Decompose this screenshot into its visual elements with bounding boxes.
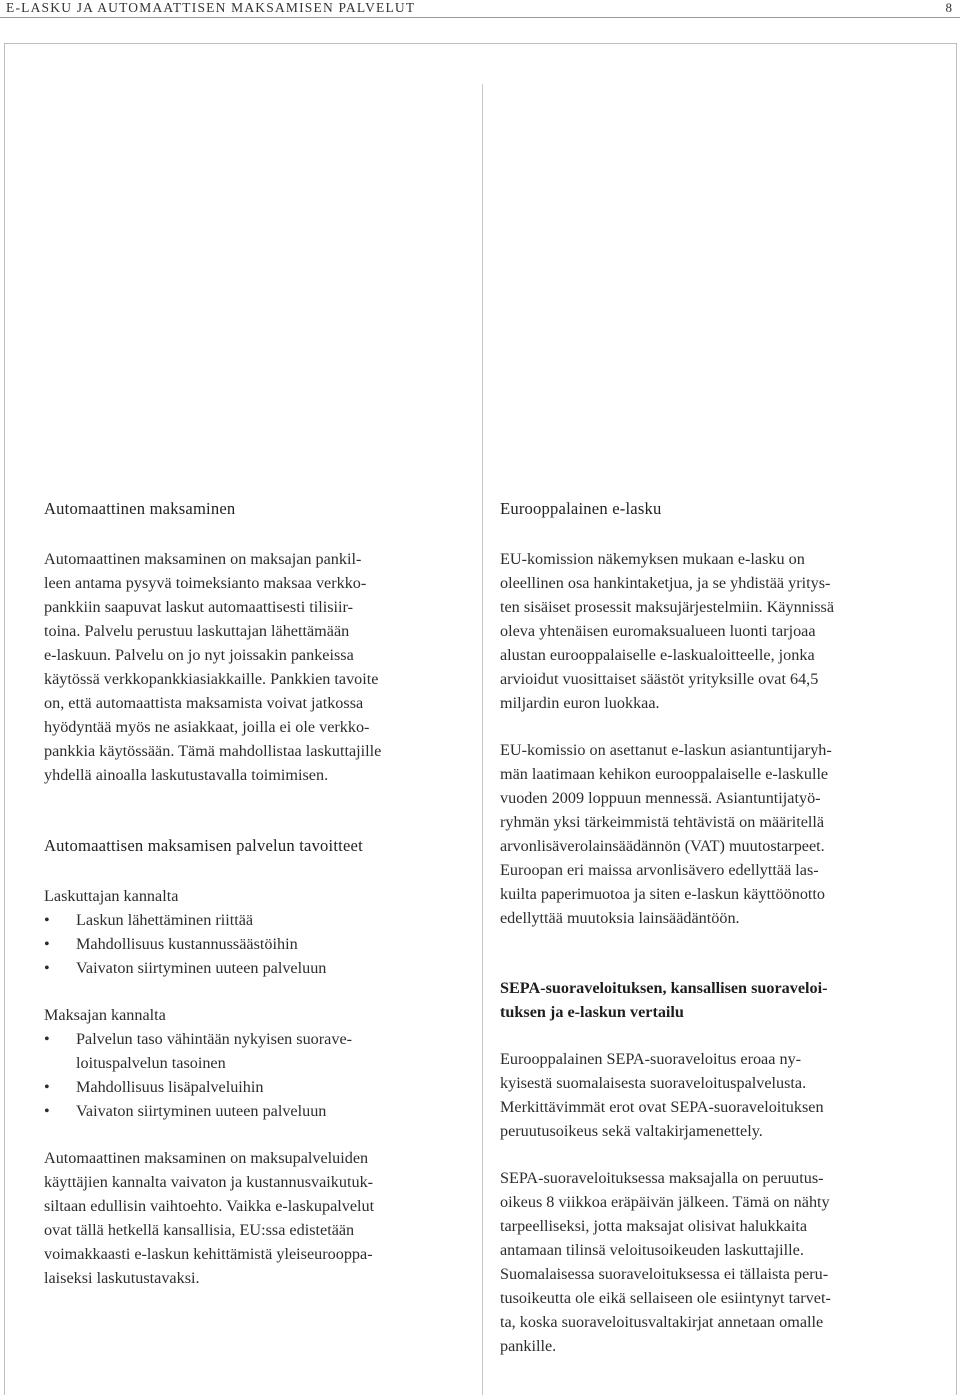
paragraph-automatic-payment [44, 547, 464, 787]
text-line: yhdellä ainoalla laskutustavalla toimimisen. [44, 766, 329, 784]
list-item [44, 908, 464, 932]
text-line: män laatimaan kehikon eurooppalaiselle e-laskulle [500, 765, 829, 783]
text-line: vuoden 2009 loppuun mennessä. Asiantuntijatyö- [500, 789, 821, 807]
text-line: Automaattinen maksaminen on maksajan pankil- [44, 550, 362, 568]
group-title-payer: Maksajan kannalta [44, 1006, 166, 1024]
text-line: siltaan edullisin vaihtoehto. Vaikka e-laskupalvelut [44, 1197, 375, 1215]
text-line: oikeus 8 viikkoa eräpäivän jälkeen. Tämä on nähty [500, 1193, 830, 1211]
list-item-text: Vaivaton siirtyminen uuteen palveluun [76, 959, 327, 977]
section-heading-sepa-comparison [500, 976, 920, 1024]
text-line: hyödyntää myös ne asiakkaat, joilla ei ole verkko- [44, 718, 370, 736]
section-heading-service-goals: Automaattisen maksamisen palvelun tavoitteet [44, 836, 363, 855]
group-title-biller: Laskuttajan kannalta [44, 887, 179, 905]
page-number: 8 [945, 0, 952, 15]
bullet-icon: • [44, 959, 50, 977]
text-line: tarpeelliseksi, jotta maksajat olisivat halukkaita [500, 1217, 808, 1235]
paragraph-expert-group [500, 738, 920, 930]
frame-right-border [956, 43, 957, 1395]
text-line: laiseksi laskutustavaksi. [44, 1269, 200, 1287]
paragraph-sepa-differences [500, 1047, 920, 1143]
text-line: e-laskuun. Palvelu on jo nyt joissakin pankeissa [44, 646, 354, 664]
bullet-list-payer [44, 1027, 464, 1123]
text-line: toina. Palvelu perustuu laskuttajan lähettämään [44, 622, 350, 640]
list-item [44, 1027, 464, 1051]
text-line: SEPA-suoraveloituksessa maksajalla on peruutus- [500, 1169, 824, 1187]
text-line: ten sisäiset prosessit maksujärjestelmiin. Käynnissä [500, 598, 835, 616]
text-line: EU-komissio on asettanut e-laskun asiantuntijaryh- [500, 741, 832, 759]
list-item-text: Mahdollisuus kustannussäästöihin [76, 935, 298, 953]
text-line: on, että automaattista maksamista voivat jatkossa [44, 694, 364, 712]
text-line: käyttäjien kannalta vaivaton ja kustannusvaikutuk- [44, 1173, 374, 1191]
text-line: kuilta paperimuotoa ja siten e-laskun käyttöönotto [500, 885, 826, 903]
bullet-icon: • [44, 1078, 50, 1096]
text-line: ta, koska suoraveloitusvaltakirjat annetaan omalle [500, 1313, 824, 1331]
text-line: tusoikeutta ole eikä sellaiseen ole esiintynyt tarvet- [500, 1289, 831, 1307]
list-item-text: Vaivaton siirtyminen uuteen palveluun [76, 1102, 327, 1120]
list-item-text: Mahdollisuus lisäpalveluihin [76, 1078, 264, 1096]
paragraph-eu-commission [500, 547, 920, 715]
bullet-list-biller [44, 908, 464, 980]
frame-top-border [4, 43, 956, 44]
list-item-text: Laskun lähettäminen riittää [76, 911, 254, 929]
paragraph-summary [44, 1146, 464, 1290]
paragraph-refund-right [500, 1166, 920, 1358]
text-line: EU-komission näkemyksen mukaan e-lasku on [500, 550, 805, 568]
column-divider [482, 84, 483, 1395]
text-line: miljardin euron luokkaa. [500, 694, 660, 712]
heading-line: tuksen ja e-laskun vertailu [500, 1003, 684, 1021]
header-title: E-LASKU JA AUTOMAATTISEN MAKSAMISEN PALVELUT [6, 0, 416, 15]
bullet-icon: • [44, 1102, 50, 1120]
section-heading-european-einvoice: Eurooppalainen e-lasku [500, 499, 662, 518]
text-line: edellyttää muutoksia lainsäädäntöön. [500, 909, 740, 927]
left-column [44, 497, 464, 1290]
text-line: leen antama pysyvä toimeksianto maksaa verkko- [44, 574, 367, 592]
text-line: alustan eurooppalaiselle e-laskualoitteelle, jonka [500, 646, 815, 664]
text-line: pankkiin saapuvat laskut automaattisesti tilisiir- [44, 598, 353, 616]
right-column [500, 497, 920, 1358]
text-line: pankkia käytössään. Tämä mahdollistaa laskuttajille [44, 742, 382, 760]
bullet-icon: • [44, 935, 50, 953]
text-line: kyisestä suomalaisesta suoraveloituspalvelusta. [500, 1074, 807, 1092]
text-line: oleellinen osa hankintaketjua, ja se yhdistää yritys- [500, 574, 831, 592]
text-line: peruutusoikeus sekä valtakirjamenettely. [500, 1122, 763, 1140]
header-rule [0, 17, 960, 18]
bullet-icon: • [44, 1030, 50, 1048]
section-heading-automatic-payment: Automaattinen maksaminen [44, 499, 236, 518]
text-line: arvioidut vuosittaiset säästöt yrityksille ovat 64,5 [500, 670, 819, 688]
list-item-continuation: loituspalvelun tasoinen [76, 1054, 226, 1072]
text-line: Automaattinen maksaminen on maksupalveluiden [44, 1149, 369, 1167]
text-line: pankille. [500, 1337, 557, 1355]
list-item-text: Palvelun taso vähintään nykyisen suoravе- [76, 1030, 353, 1048]
frame-left-border [4, 43, 5, 1395]
text-line: antamaan tilinsä veloitusoikeuden laskuttajille. [500, 1241, 804, 1259]
text-line: käytössä verkkopankkiasiakkaille. Pankkien tavoite [44, 670, 379, 688]
running-header [0, 0, 960, 16]
text-line: voimakkaasti e-laskun kehittämistä yleiseurooppa- [44, 1245, 373, 1263]
list-item [44, 1075, 464, 1099]
text-line: Eurooppalainen SEPA-suoraveloitus eroaa ny- [500, 1050, 802, 1068]
text-line: ryhmän yksi tärkeimmistä tehtävistä on määritellä [500, 813, 825, 831]
text-line: Euroopan eri maissa arvonlisävero edellyttää las- [500, 861, 819, 879]
text-line: oleva yhtenäisen euromaksualueen luonti tarjoaa [500, 622, 816, 640]
bullet-icon: • [44, 911, 50, 929]
text-line: ovat tällä hetkellä kansallisia, EU:ssa edistetään [44, 1221, 355, 1239]
list-item [44, 956, 464, 980]
list-item [44, 932, 464, 956]
text-line: arvonlisäverolainsäädännön (VAT) muutostarpeet. [500, 837, 825, 855]
text-line: Suomalaisessa suoraveloituksessa ei tällaista peru- [500, 1265, 829, 1283]
heading-line: SEPA-suoraveloituksen, kansallisen suoraveloi- [500, 979, 828, 997]
text-line: Merkittävimmät erot ovat SEPA-suoraveloituksen [500, 1098, 824, 1116]
list-item [44, 1099, 464, 1123]
